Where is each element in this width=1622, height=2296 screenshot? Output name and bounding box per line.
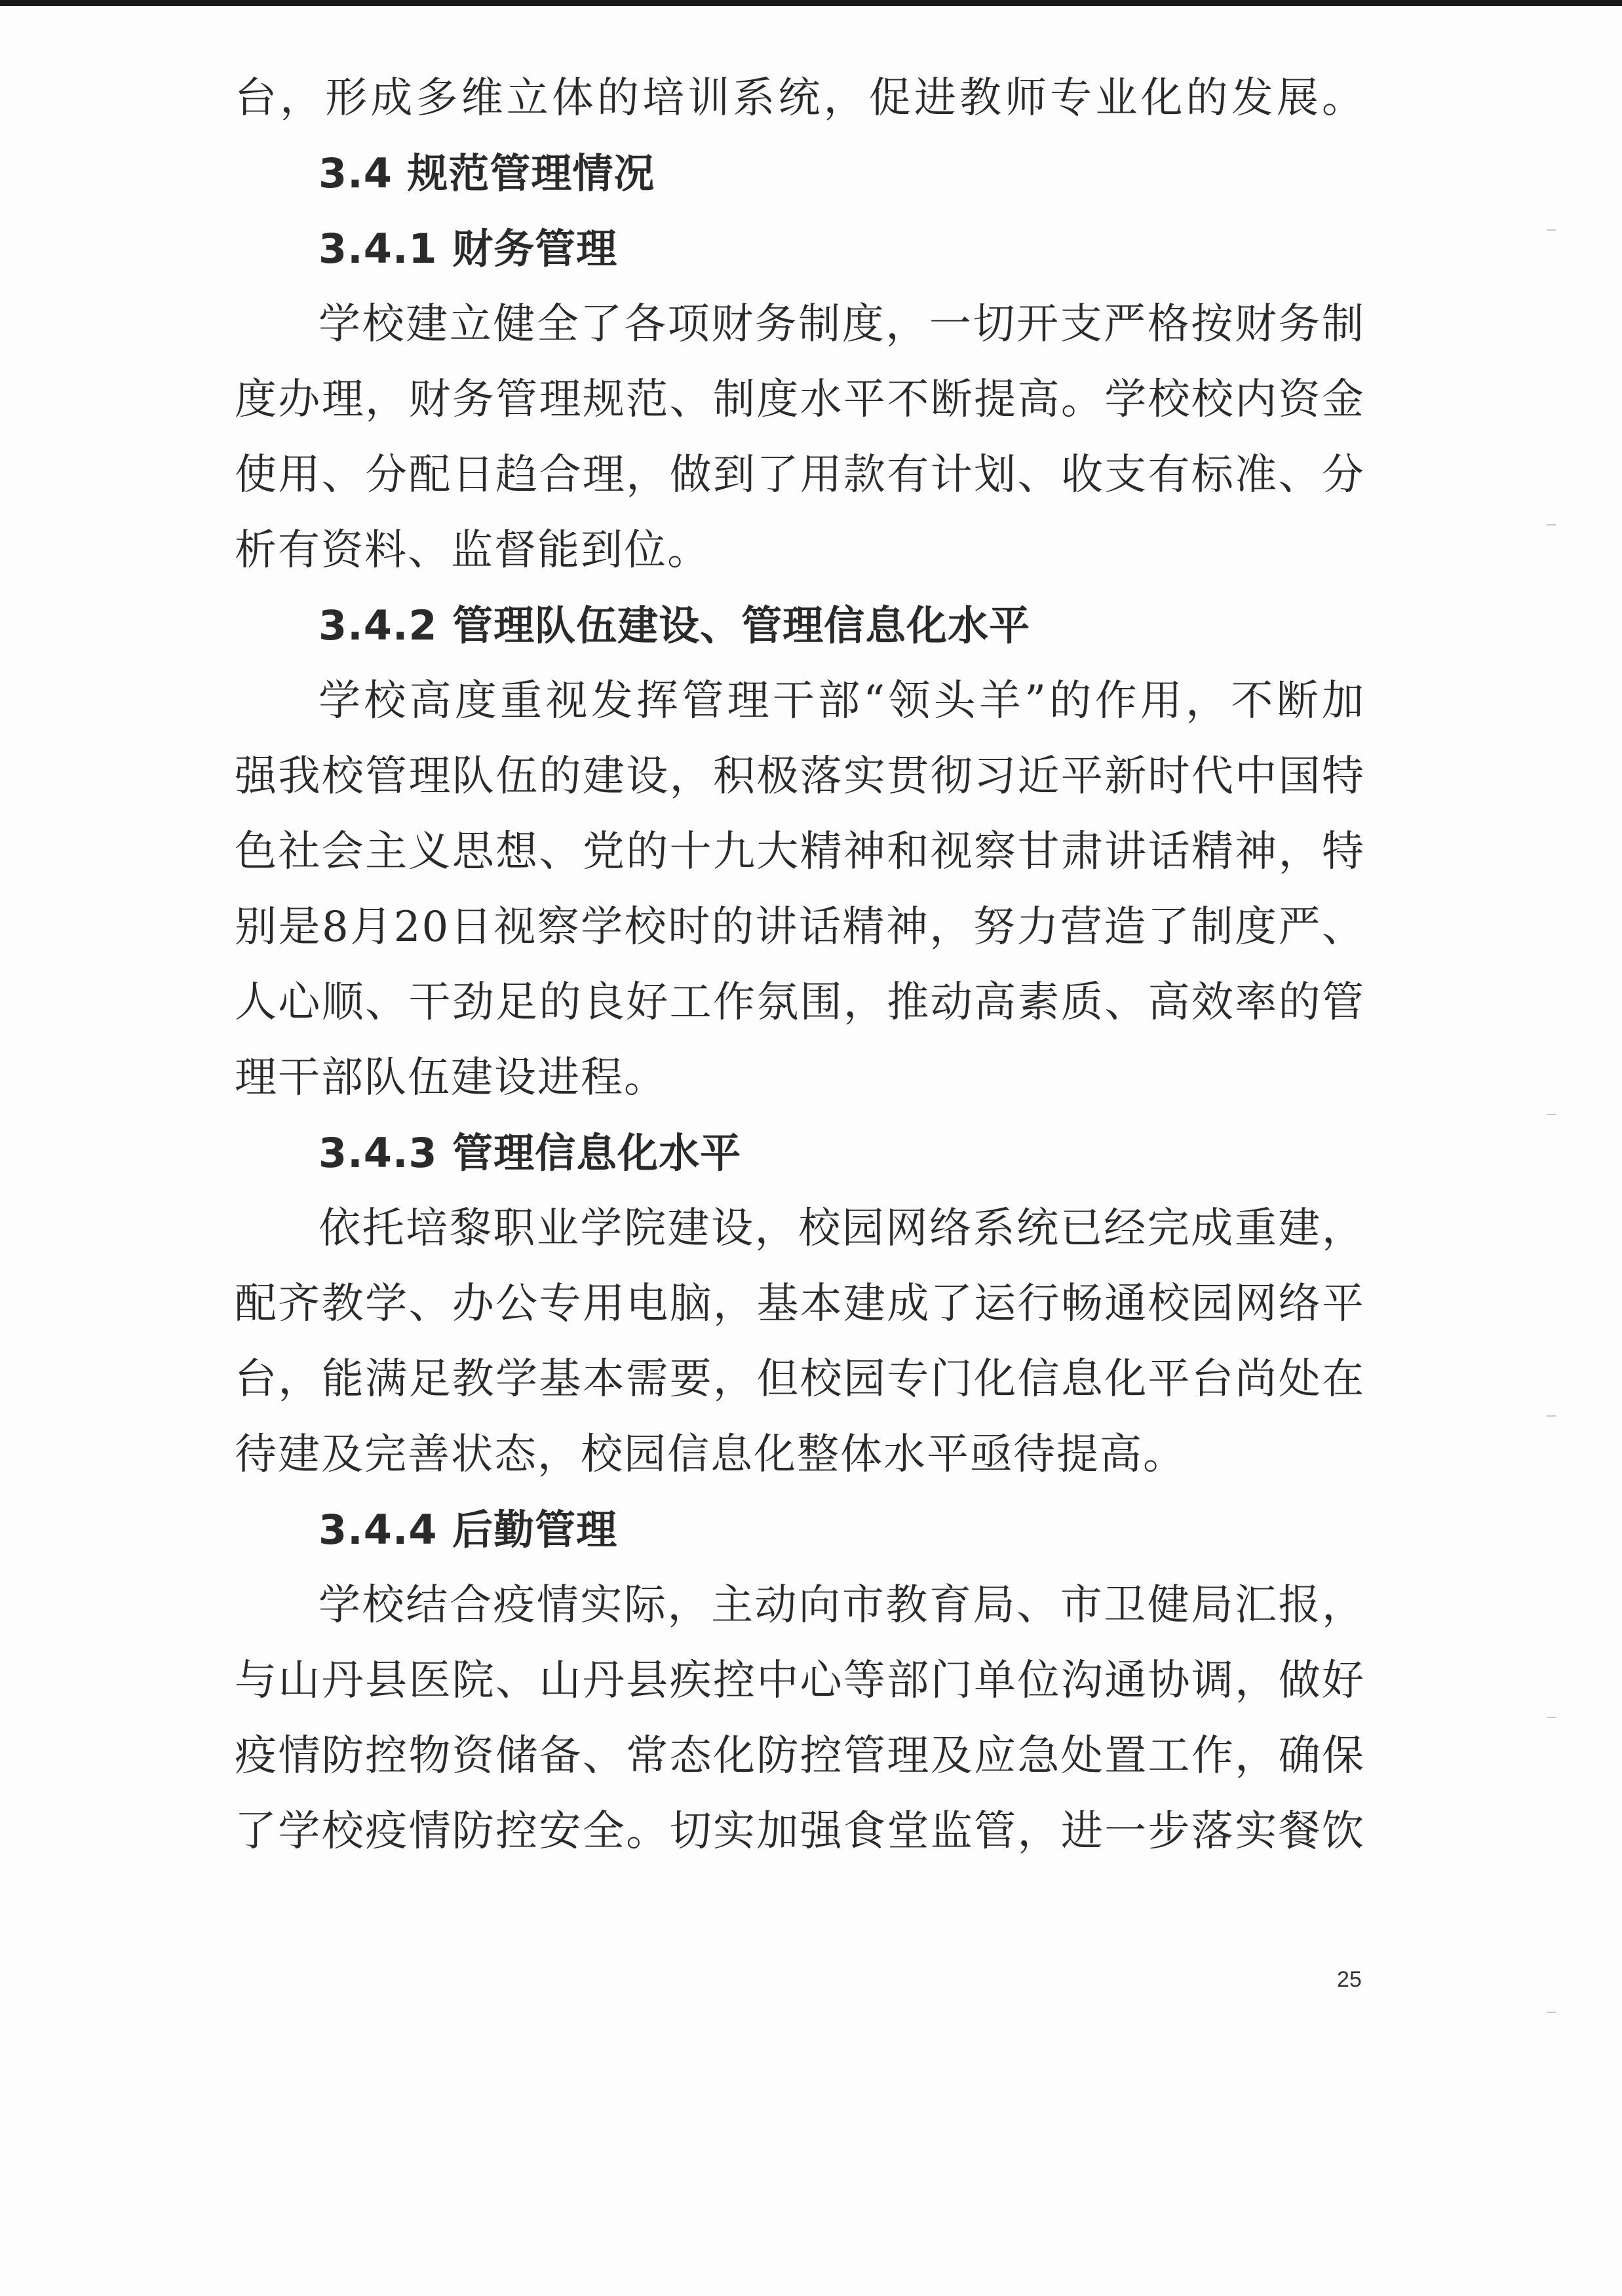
paragraph-finance-line: 学校建立健全了各项财务制度，一切开支严格按财务制: [319, 300, 1365, 349]
margin-mark: [1547, 524, 1556, 526]
paragraph-logistics-line: 了学校疫情防控安全。切实加强食堂监管，进一步落实餐饮: [235, 1807, 1365, 1856]
paragraph-team-line: 强我校管理队伍的建设，积极落实贯彻习近平新时代中国特: [235, 752, 1365, 801]
scan-top-edge: [0, 0, 1622, 6]
paragraph-finance-line: 析有资料、监督能到位。: [235, 526, 710, 575]
subsection-heading-3-4-4: 3.4.4 后勤管理: [319, 1506, 618, 1554]
paragraph-logistics-line: 与山丹县医院、山丹县疾控中心等部门单位沟通协调，做好: [235, 1656, 1365, 1705]
paragraph-finance-line: 使用、分配日趋合理，做到了用款有计划、收支有标准、分: [235, 451, 1365, 499]
paragraph-logistics-line: 疫情防控物资储备、常态化防控管理及应急处置工作，确保: [235, 1732, 1365, 1780]
margin-mark: [1547, 2012, 1556, 2013]
paragraph-team-line: 理干部队伍建设进程。: [235, 1054, 667, 1102]
margin-mark: [1547, 229, 1556, 231]
paragraph-it-line: 依托培黎职业学院建设，校园网络系统已经完成重建，: [319, 1204, 1365, 1253]
margin-mark: [1547, 1415, 1556, 1417]
subsection-heading-3-4-3: 3.4.3 管理信息化水平: [319, 1129, 742, 1177]
margin-mark: [1547, 1717, 1556, 1718]
paragraph-finance-line: 度办理，财务管理规范、制度水平不断提高。学校校内资金: [235, 375, 1365, 424]
paragraph-it-line: 台，能满足教学基本需要，但校园专门化信息化平台尚处在: [235, 1355, 1365, 1404]
page-number: 25: [1337, 1967, 1362, 1992]
section-heading-3-4: 3.4 规范管理情况: [319, 149, 655, 197]
margin-mark: [1547, 1114, 1556, 1115]
paragraph-it-line: 配齐教学、办公专用电脑，基本建成了运行畅通校园网络平: [235, 1280, 1365, 1328]
subsection-heading-3-4-1: 3.4.1 财务管理: [319, 225, 618, 273]
paragraph-team-line: 人心顺、干劲足的良好工作氛围，推动高素质、高效率的管: [235, 978, 1365, 1027]
subsection-heading-3-4-2: 3.4.2 管理队伍建设、管理信息化水平: [319, 602, 1031, 649]
paragraph-team-line: 色社会主义思想、党的十九大精神和视察甘肃讲话精神，特: [235, 828, 1365, 876]
paragraph-team-line: 学校高度重视发挥管理干部“领头羊”的作用，不断加: [319, 677, 1365, 725]
paragraph-team-line: 别是8月20日视察学校时的讲话精神，努力营造了制度严、: [235, 903, 1365, 951]
body-text-line: 台，形成多维立体的培训系统，促进教师专业化的发展。: [235, 74, 1365, 123]
paragraph-it-line: 待建及完善状态，校园信息化整体水平亟待提高。: [235, 1430, 1186, 1479]
paragraph-logistics-line: 学校结合疫情实际，主动向市教育局、市卫健局汇报，: [319, 1581, 1365, 1630]
